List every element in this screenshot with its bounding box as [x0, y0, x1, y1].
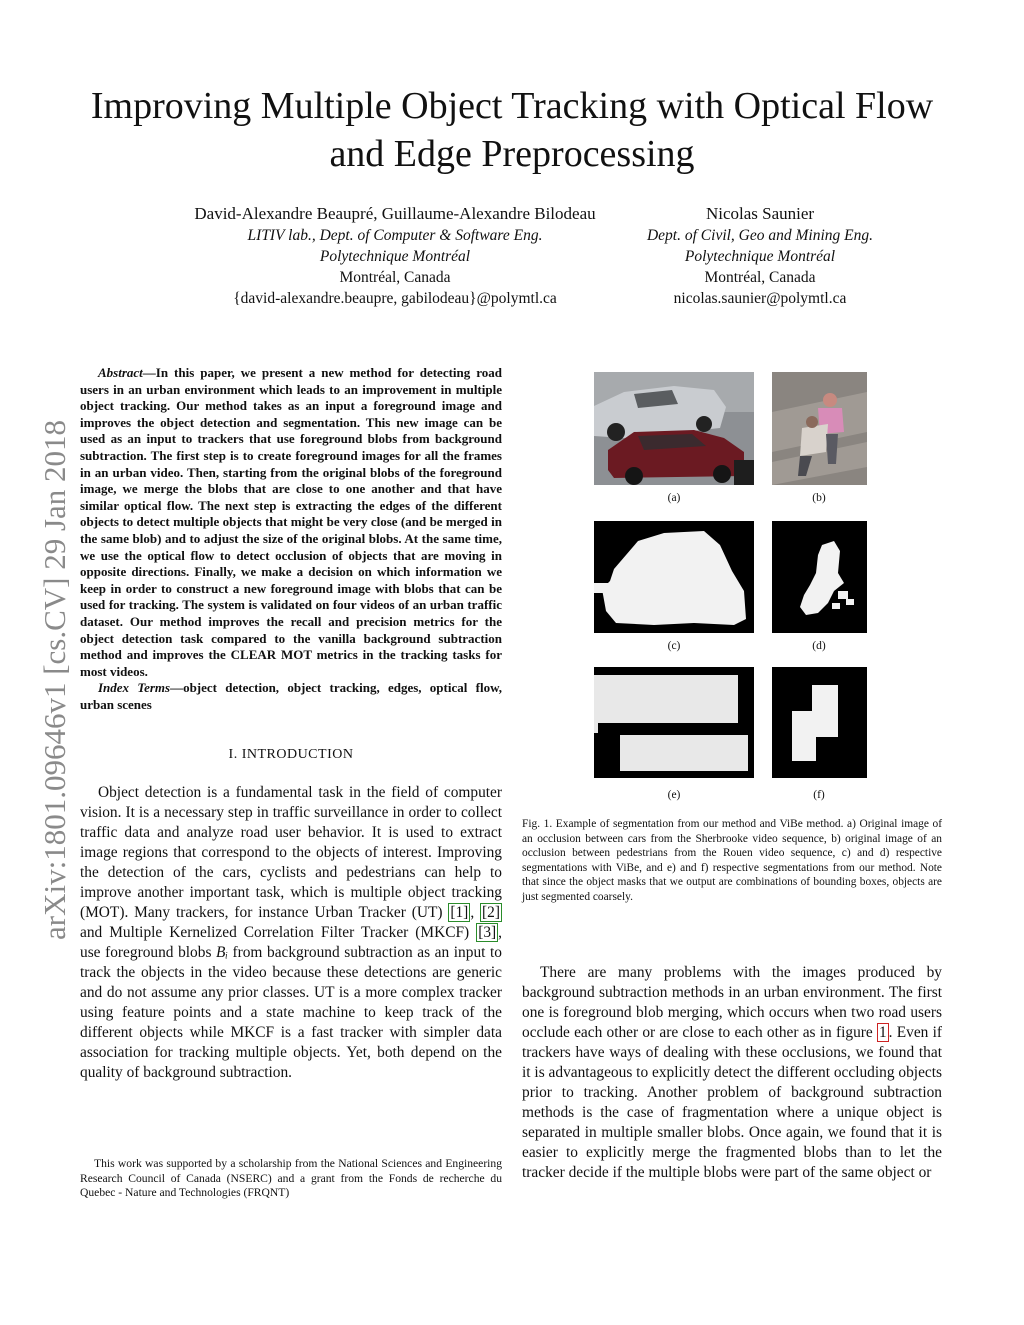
- figure-panel-d-image: [772, 521, 867, 633]
- intro-paragraph: [80, 783, 502, 1083]
- intro-text: Object detection is a fundamental task in the field of computer vision. It is a necessary step in traffic surveillance in order to collect traffic data and analyze road user behavior. It is used to extract image regions that correspond to the objects of interest. Improving the detection of the cars, cyclists and pedestrians can help to improve another important task, which is multiple object tracking (MOT). Many trackers, for instance Urban Tracker (UT): [80, 784, 502, 922]
- intro-text: from background subtraction as an input to track the objects in the video because these detections are generic and do not assume any prior classes. UT is a more complex tracker using feature points and a state machine to keep track of the different objects while MKCF is a fast tracker with simpler data association for tracking multiple objects. Yet, both depend on the quality of background subtraction.: [80, 944, 502, 1082]
- figure-panel-a-image: [594, 372, 754, 485]
- author-institution: Polytechnique Montréal: [684, 248, 836, 265]
- figure-panel-a-label: (a): [667, 492, 681, 504]
- intro-text: , use foreground blobs: [80, 924, 502, 962]
- figure-panel-e-label: (e): [667, 789, 681, 801]
- author-block-right: [600, 202, 920, 309]
- body-text: . Even if trackers have ways of dealing with these occlusions, we found that it is advantageous to explicitly detect the different occluding objects prior to tracking. Another problem of background subtraction methods is the case of fragmentation where a unique object is separated in multiple smaller blobs. Once again, we found that it is easier to explicitly merge the fragmented blobs than to let the tracker decide if the multiple blobs were part of the same object or: [522, 1024, 942, 1181]
- index-terms: [80, 680, 502, 713]
- math-symbol: Bᵢ: [216, 944, 228, 962]
- abstract-text: —In this paper, we present a new method for detecting road users in an urban environment which leads to an improvement in multiple object tracking. Our method takes as an input a foreground image and improves the object detection and segmentation. This new image can be used as an input to trackers that use foreground blobs from background subtraction. The first step is to create foreground images for all the frames in an urban video. Then, starting from the original blobs of the foreground image, we merge the blobs that are close to one another and that have similar optical flow. The next step is extracting the edges of the different objects to detect multiple objects that might be very close (and be merged in the same blob) and to adjust the size of the original blobs. At the same time, we use the optical flow to detect occlusion of objects that are moving in opposite directions. Finally, we make a decision on which information we keep in order to construct a new foreground image with blobs that can be used for tracking. The system is validated on four videos of an urban traffic dataset. Our method improves the recall and precision metrics for the object detection task compared to the vanilla background subtraction method and improves the CLEAR MOT metrics in the tracking tasks for most videos.: [80, 365, 502, 679]
- citation-link[interactable]: [2]: [482, 904, 500, 922]
- figure-1-caption: Fig. 1. Example of segmentation from our method and ViBe method. a) Original image of an occlusion between cars from the Sherbrooke video sequence, b) original image of an occlusion between pedestrians from the Rouen video sequence, c) and d) respective segmentations with ViBe, and e) and f) respective segmentations from our method. Note that since the object masks that we output are combinations of bounding boxes, objects are just segmented coarsely.: [522, 818, 942, 903]
- figure-panel-d-label: (d): [812, 640, 826, 652]
- author-block-left: [110, 202, 680, 309]
- author-affiliation: LITIV lab., Dept. of Computer & Software Eng.: [247, 227, 543, 244]
- index-terms-lead: Index Terms: [98, 680, 171, 696]
- abstract-lead: Abstract: [98, 365, 143, 380]
- figure-panel-e-image: [594, 667, 754, 778]
- arxiv-stamp: arXiv:1801.09646v1 [cs.CV] 29 Jan 2018: [37, 419, 72, 940]
- body-paragraph: [522, 963, 942, 1183]
- right-column-body: [522, 963, 942, 1183]
- citation-link[interactable]: [1]: [450, 904, 469, 922]
- author-affiliation: Dept. of Civil, Geo and Mining Eng.: [646, 227, 873, 244]
- abstract: [80, 365, 502, 680]
- figure-reference-link[interactable]: 1: [878, 1024, 887, 1041]
- figure-panel-f-label: (f): [813, 789, 825, 801]
- left-column: [80, 365, 502, 1083]
- author-names: David-Alexandre Beaupré, Guillaume-Alexandre Bilodeau: [194, 204, 596, 223]
- section-heading-introduction: I. INTRODUCTION: [228, 747, 354, 763]
- footnote: This work was supported by a scholarship from the National Sciences and Engineering Research Council of Canada (NSERC) and a grant from the Fonds de recherche du Quebec - Nature and Technologies (FRQNT): [80, 1157, 502, 1199]
- author-email: {david-alexandre.beaupre, gabilodeau}@polymtl.ca: [233, 290, 557, 307]
- figure-panel-b-image: [772, 372, 867, 485]
- body-text: There are many problems with the images produced by background subtraction methods in an urban environment. The first one is foreground blob merging, which occurs when two road users occlude each other or are close to each other as in figure: [522, 964, 942, 1041]
- author-institution: Polytechnique Montréal: [319, 248, 471, 265]
- author-location: Montréal, Canada: [339, 269, 451, 286]
- figure-panel-f-image: [772, 667, 867, 778]
- paper-title: Improving Multiple Object Tracking with Optical Flow and Edge Preprocessing: [90, 85, 934, 175]
- intro-text: ,: [470, 904, 481, 922]
- author-location: Montréal, Canada: [704, 269, 816, 286]
- citation-link[interactable]: [3]: [478, 924, 497, 942]
- index-terms-text: —object detection, object tracking, edges, optical flow, urban scenes: [80, 680, 502, 712]
- figure-panel-b-label: (b): [812, 492, 826, 504]
- figure-panel-c-label: (c): [667, 640, 681, 652]
- figure-panel-c-image: [594, 521, 754, 633]
- author-email: nicolas.saunier@polymtl.ca: [673, 290, 847, 307]
- intro-text: and Multiple Kernelized Correlation Filter Tracker (MKCF): [80, 924, 477, 942]
- author-names: Nicolas Saunier: [705, 204, 815, 223]
